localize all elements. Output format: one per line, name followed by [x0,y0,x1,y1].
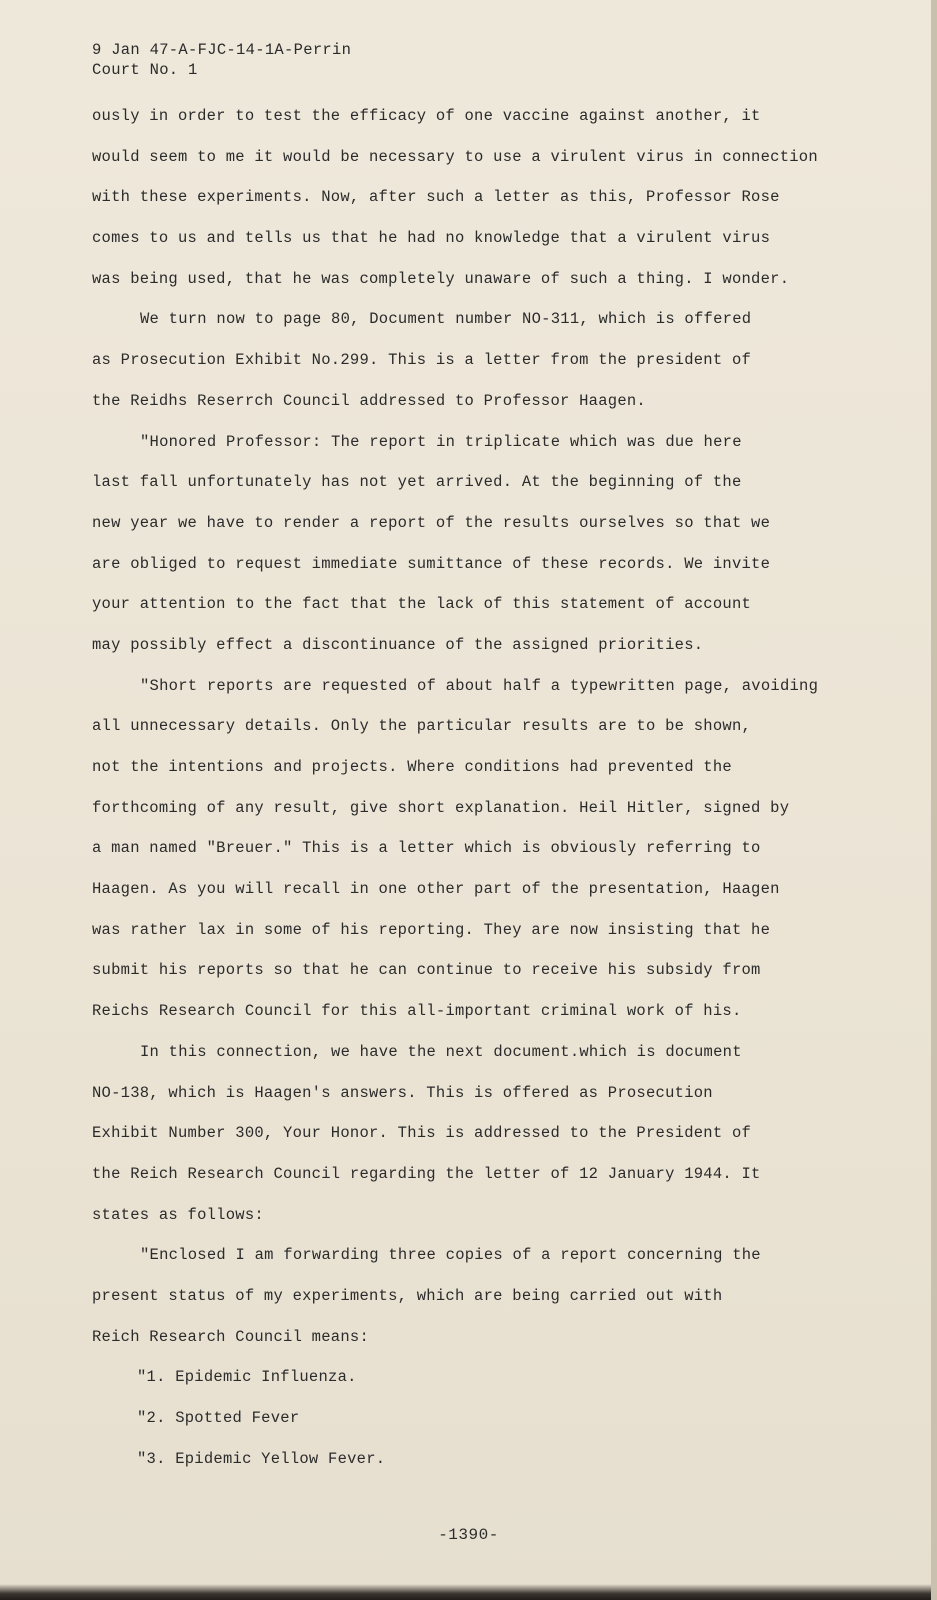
text-line: would seem to me it would be necessary to use a virulent virus in connection [92,147,818,166]
text-line: "Enclosed I am forwarding three copies of a report concerning the [140,1246,761,1265]
text-line: a man named "Breuer." This is a letter which is obviously referring to [92,839,761,858]
text-line: forthcoming of any result, give short explanation. Heil Hitler, signed by [92,798,790,817]
document-header [92,40,351,80]
document-body [92,104,882,1487]
page-number: -1390- [438,1526,499,1544]
text-line: all unnecessary details. Only the particular results are to be shown, [92,717,752,736]
text-line: as Prosecution Exhibit No.299. This is a letter from the president of [92,351,752,370]
text-line: with these experiments. Now, after such a letter as this, Professor Rose [92,188,780,207]
text-line: was being used, that he was completely unaware of such a thing. I wonder. [92,269,790,288]
text-line: new year we have to render a report of the results ourselves so that we [92,513,771,532]
text-line: your attention to the fact that the lack of this statement of account [92,595,752,614]
text-line: not the intentions and projects. Where conditions had prevented the [92,758,732,776]
text-line: the Reich Research Council regarding the letter of 12 January 1944. It [92,1164,761,1183]
header-reference: 9 Jan 47-A-FJC-14-1A-Perrin [92,41,352,59]
text-line: ously in order to test the efficacy of one vaccine against another, it [92,107,761,125]
text-line: states as follows: [92,1205,264,1224]
text-line: Reichs Research Council for this all-important criminal work of his. [92,1002,742,1021]
text-line: last fall unfortunately has not yet arrived. At the beginning of the [92,473,742,492]
list-item: "2. Spotted Fever [137,1409,300,1427]
text-line: comes to us and tells us that he had no knowledge that a virulent virus [92,229,771,248]
text-line: "Short reports are requested of about half a typewritten page, avoiding [140,676,819,695]
list-item: "3. Epidemic Yellow Fever. [137,1449,386,1468]
text-line: Haagen. As you will recall in one other part of the presentation, Haagen [92,880,780,899]
text-line: NO-138, which is Haagen's answers. This is offered as Prosecution [92,1083,713,1102]
text-line: the Reidhs Reserrch Council addressed to Professor Haagen. [92,391,646,410]
text-line: submit his reports so that he can continue to receive his subsidy from [92,961,761,980]
text-line: may possibly effect a discontinuance of the assigned priorities. [92,635,704,654]
text-line: Exhibit Number 300, Your Honor. This is addressed to the President of [92,1124,752,1143]
text-line: "Honored Professor: The report in triplicate which was due here [140,432,742,451]
text-line: are obliged to request immediate sumittance of these records. We invite [92,554,771,573]
scan-edge-shadow [0,1584,931,1600]
text-line: In this connection, we have the next document.which is document [140,1042,742,1061]
header-court: Court No. 1 [92,61,198,79]
list-item: "1. Epidemic Influenza. [137,1368,357,1387]
text-line: was rather lax in some of his reporting. They are now insisting that he [92,920,771,939]
text-line: We turn now to page 80, Document number NO-311, which is offered [140,310,752,329]
text-line: present status of my experiments, which are being carried out with [92,1286,723,1305]
text-line: Reich Research Council means: [92,1327,369,1346]
